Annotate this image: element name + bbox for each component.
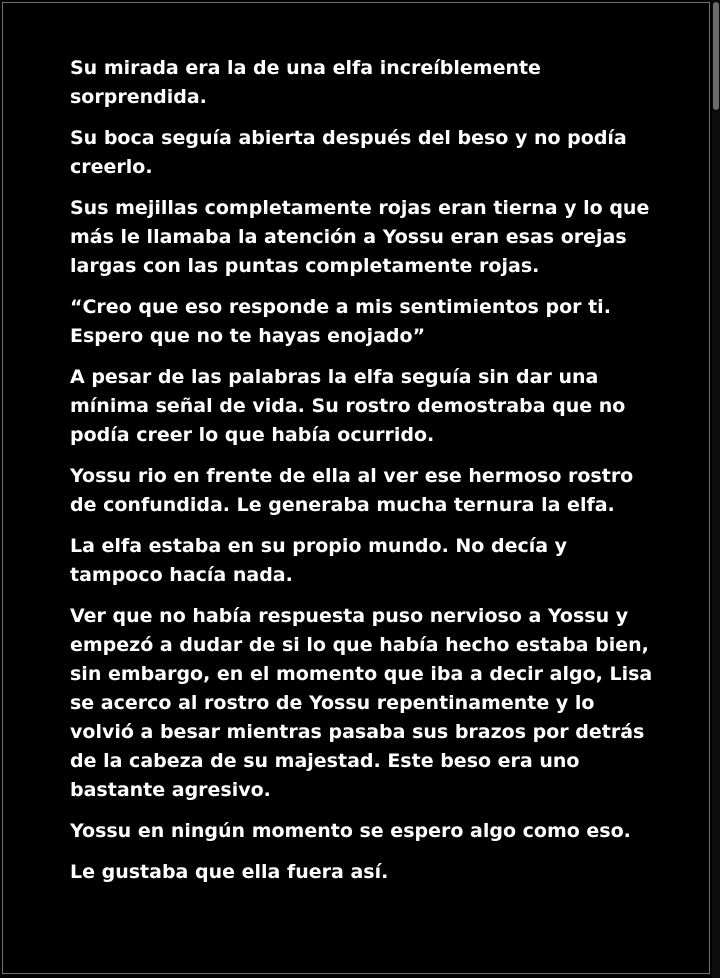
paragraph: Su boca seguía abierta después del beso y no podía creerlo. bbox=[70, 127, 627, 178]
paragraph: Yossu rio en frente de ella al ver ese hermoso rostro de confundida. Le generaba mucha ternura la elfa. bbox=[70, 465, 634, 516]
paragraph: La elfa estaba en su propio mundo. No decía y tampoco hacía nada. bbox=[70, 535, 568, 586]
vertical-scrollbar[interactable] bbox=[712, 0, 720, 978]
story-text bbox=[70, 54, 660, 899]
paragraph: Yossu en ningún momento se espero algo como eso. bbox=[70, 820, 631, 842]
paragraph: Ver que no había respuesta puso nervioso a Yossu y empezó a dudar de si lo que había hecho estaba bien, sin embargo, en el momento que iba a decir algo, Lisa se acerco al rostro de Yossu repentinamente y lo volvió a besar mientras pasaba sus brazos por detrás de la cabeza de su majestad. Este beso era uno bastante agresivo. bbox=[70, 605, 653, 801]
paragraph: Su mirada era la de una elfa increíblemente sorprendida. bbox=[70, 57, 541, 108]
paragraph: Sus mejillas completamente rojas eran tierna y lo que más le llamaba la atención a Yossu eran esas orejas largas con las puntas completamente rojas. bbox=[70, 197, 650, 277]
paragraph: A pesar de las palabras la elfa seguía sin dar una mínima señal de vida. Su rostro demostraba que no podía creer lo que había ocurrido. bbox=[70, 366, 626, 446]
paragraph: “Creo que eso responde a mis sentimientos por ti. Espero que no te hayas enojado” bbox=[70, 296, 611, 347]
scrollbar-thumb[interactable] bbox=[713, 2, 719, 110]
paragraph: Le gustaba que ella fuera así. bbox=[70, 861, 389, 883]
